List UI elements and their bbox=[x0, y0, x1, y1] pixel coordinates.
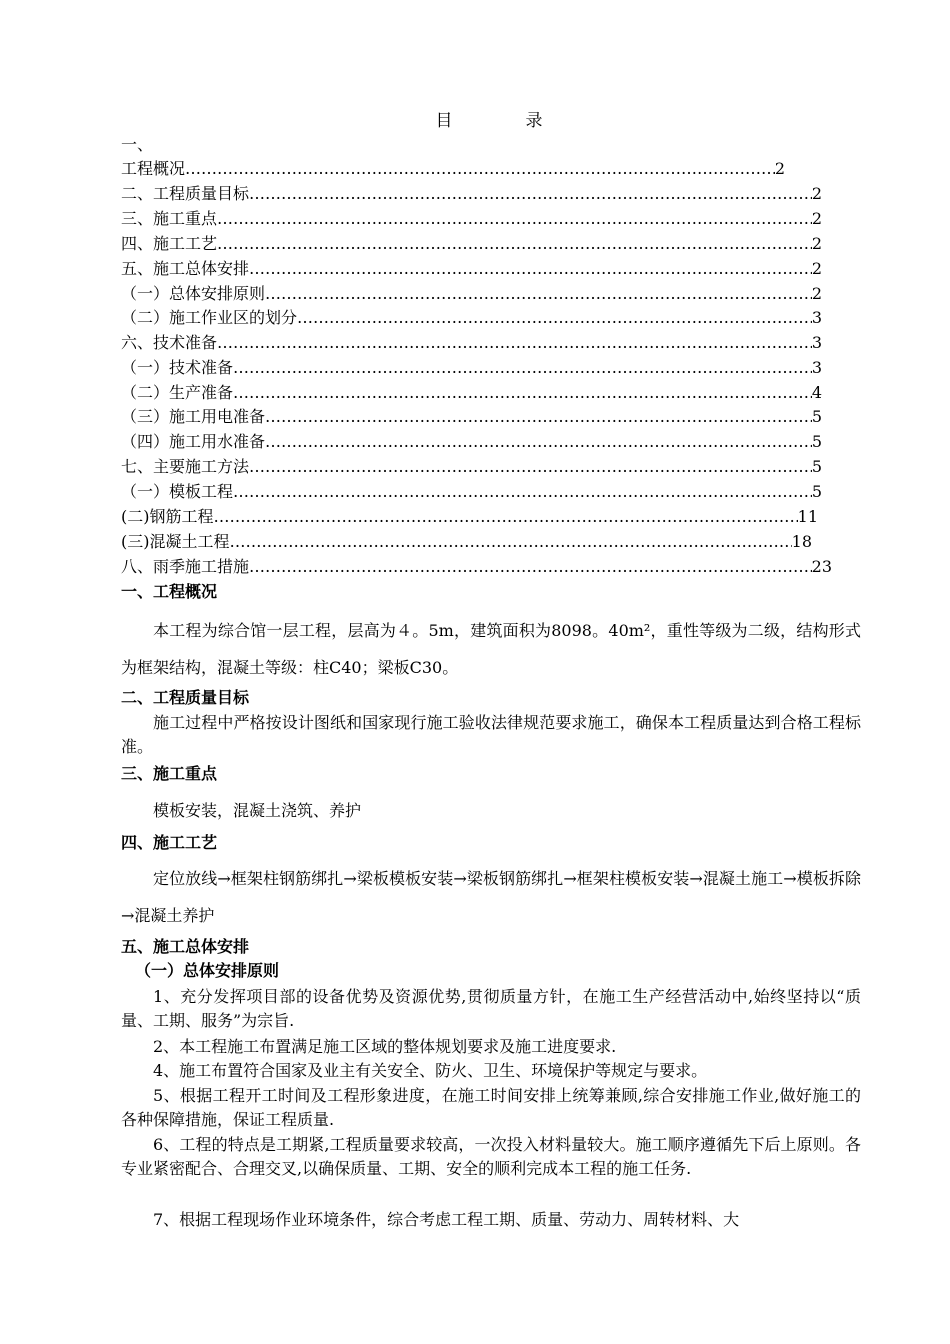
toc-item-label: (二)钢筋工程 bbox=[121, 507, 214, 526]
toc-item bbox=[121, 381, 822, 405]
toc-item-label: 七、主要施工方法 bbox=[121, 457, 250, 476]
toc-item-page: 3 bbox=[811, 308, 822, 327]
toc-item-label: 二、工程质量目标 bbox=[121, 184, 250, 203]
section-heading-process: 四、施工工艺 bbox=[121, 833, 218, 852]
toc-leader-dots bbox=[217, 232, 812, 256]
toc-item-label: （一）模板工程 bbox=[121, 482, 234, 501]
toc-item bbox=[121, 356, 822, 380]
toc-first-prefix bbox=[121, 133, 153, 157]
toc-leader-dots bbox=[217, 331, 812, 355]
section-body-process: 定位放线→框架柱钢筋绑扎→梁板模板安装→梁板钢筋绑扎→框架柱模板安装→混凝土施工→模板拆除→混凝土养护 bbox=[121, 869, 861, 925]
toc-item-page: 5 bbox=[811, 407, 822, 426]
section-body-key-points: 模板安装，混凝土浇筑、养护 bbox=[153, 801, 362, 820]
toc-item bbox=[121, 182, 822, 206]
toc-item-label: （二）生产准备 bbox=[121, 383, 234, 402]
toc-leader-dots bbox=[249, 257, 812, 281]
toc-item-label: （一）技术准备 bbox=[121, 358, 234, 377]
toc-item-label: （四）施工用水准备 bbox=[121, 432, 266, 451]
principle-6: 6、工程的特点是工期紧,工程质量要求较高，一次投入材料量较大。施工顺序遵循先下后上原则。各专业紧密配合、合理交叉,以确保质量、工期、安全的顺利完成本工程的施工任务. bbox=[121, 1135, 861, 1178]
toc-item bbox=[121, 207, 822, 231]
toc-item bbox=[121, 257, 822, 281]
toc-item-page: 2 bbox=[774, 159, 785, 178]
toc-item-page: 2 bbox=[811, 259, 822, 278]
toc-item bbox=[121, 232, 822, 256]
toc-item-label: （三）施工用电准备 bbox=[121, 407, 266, 426]
toc-leader-dots bbox=[233, 480, 812, 504]
toc-item-page: 2 bbox=[811, 234, 822, 253]
toc-leader-dots bbox=[185, 157, 775, 181]
toc-item-label: （一）总体安排原则 bbox=[121, 284, 266, 303]
section-body-overview: 本工程为综合馆一层工程，层高为４。5m，建筑面积为8098。40m²，重性等级为二级，结构形式为框架结构，混凝土等级：柱C40；梁板C30。 bbox=[121, 621, 861, 677]
toc-item-page: 3 bbox=[811, 333, 822, 352]
toc-item-label: 工程概况 bbox=[121, 159, 186, 178]
toc-item bbox=[121, 282, 822, 306]
principle-1: 1、充分发挥项目部的设备优势及资源优势,贯彻质量方针，在施工生产经营活动中,始终坚持以“质量、工期、服务”为宗旨. bbox=[121, 987, 861, 1030]
toc-item-label: 三、施工重点 bbox=[121, 209, 218, 228]
principle-5: 5、根据工程开工时间及工程形象进度，在施工时间安排上统筹兼顾,综合安排施工作业,做好施工的各种保障措施，保证工程质量. bbox=[121, 1086, 861, 1129]
principle-2: 2、本工程施工布置满足施工区域的整体规划要求及施工进度要求. bbox=[153, 1037, 617, 1056]
toc-leader-dots bbox=[265, 405, 812, 429]
toc-leader-dots bbox=[265, 430, 812, 454]
toc-item bbox=[121, 405, 822, 429]
toc-item-label: 八、雨季施工措施 bbox=[121, 557, 250, 576]
toc-item-label: （二）施工作业区的划分 bbox=[121, 308, 298, 327]
toc-item-page: 2 bbox=[811, 209, 822, 228]
toc-item-page: 4 bbox=[811, 383, 822, 402]
toc-leader-dots bbox=[233, 356, 812, 380]
toc-item bbox=[121, 480, 822, 504]
toc-leader-dots bbox=[297, 306, 812, 330]
toc-item-label: 六、技术准备 bbox=[121, 333, 218, 352]
toc-leader-dots bbox=[265, 282, 812, 306]
toc-item-page: 23 bbox=[811, 557, 832, 576]
principle-4: 4、施工布置符合国家及业主有关安全、防火、卫生、环境保护等规定与要求。 bbox=[153, 1061, 708, 1080]
toc-item bbox=[121, 530, 812, 554]
section-heading-arrangement: 五、施工总体安排 bbox=[121, 937, 250, 956]
toc-item-label: 五、施工总体安排 bbox=[121, 259, 250, 278]
toc-item-label: (三)混凝土工程 bbox=[121, 532, 230, 551]
toc-prefix: 一、 bbox=[121, 135, 154, 154]
toc-item-page: 18 bbox=[791, 532, 812, 551]
toc-leader-dots bbox=[249, 555, 812, 579]
toc-item-page: 2 bbox=[811, 284, 822, 303]
toc-item bbox=[121, 157, 785, 181]
toc-item bbox=[121, 505, 818, 529]
toc-item-page: 3 bbox=[811, 358, 822, 377]
section-heading-key-points: 三、施工重点 bbox=[121, 764, 218, 783]
toc-title: 目 录 bbox=[435, 111, 571, 131]
toc-item-label: 四、施工工艺 bbox=[121, 234, 218, 253]
toc-item-page: 2 bbox=[811, 184, 822, 203]
toc-item-page: 5 bbox=[811, 482, 822, 501]
toc-leader-dots bbox=[214, 505, 798, 529]
toc-item-page: 5 bbox=[811, 457, 822, 476]
toc-leader-dots bbox=[217, 207, 812, 231]
toc-leader-dots bbox=[230, 530, 792, 554]
toc-item bbox=[121, 430, 822, 454]
toc-item bbox=[121, 331, 822, 355]
section-heading-overview: 一、工程概况 bbox=[121, 582, 218, 601]
toc-item bbox=[121, 555, 832, 579]
section-heading-quality: 二、工程质量目标 bbox=[121, 688, 250, 707]
toc-item-page: 11 bbox=[797, 507, 818, 526]
toc-item-page: 5 bbox=[811, 432, 822, 451]
toc-leader-dots bbox=[233, 381, 812, 405]
subsection-heading-principles: （一）总体安排原则 bbox=[135, 961, 280, 980]
section-body-quality: 施工过程中严格按设计图纸和国家现行施工验收法律规范要求施工，确保本工程质量达到合格工程标准。 bbox=[121, 713, 861, 756]
toc-item bbox=[121, 306, 822, 330]
toc-leader-dots bbox=[249, 455, 812, 479]
toc-leader-dots bbox=[249, 182, 812, 206]
toc-item bbox=[121, 455, 822, 479]
principle-7: 7、根据工程现场作业环境条件，综合考虑工程工期、质量、劳动力、周转材料、大 bbox=[153, 1210, 740, 1229]
